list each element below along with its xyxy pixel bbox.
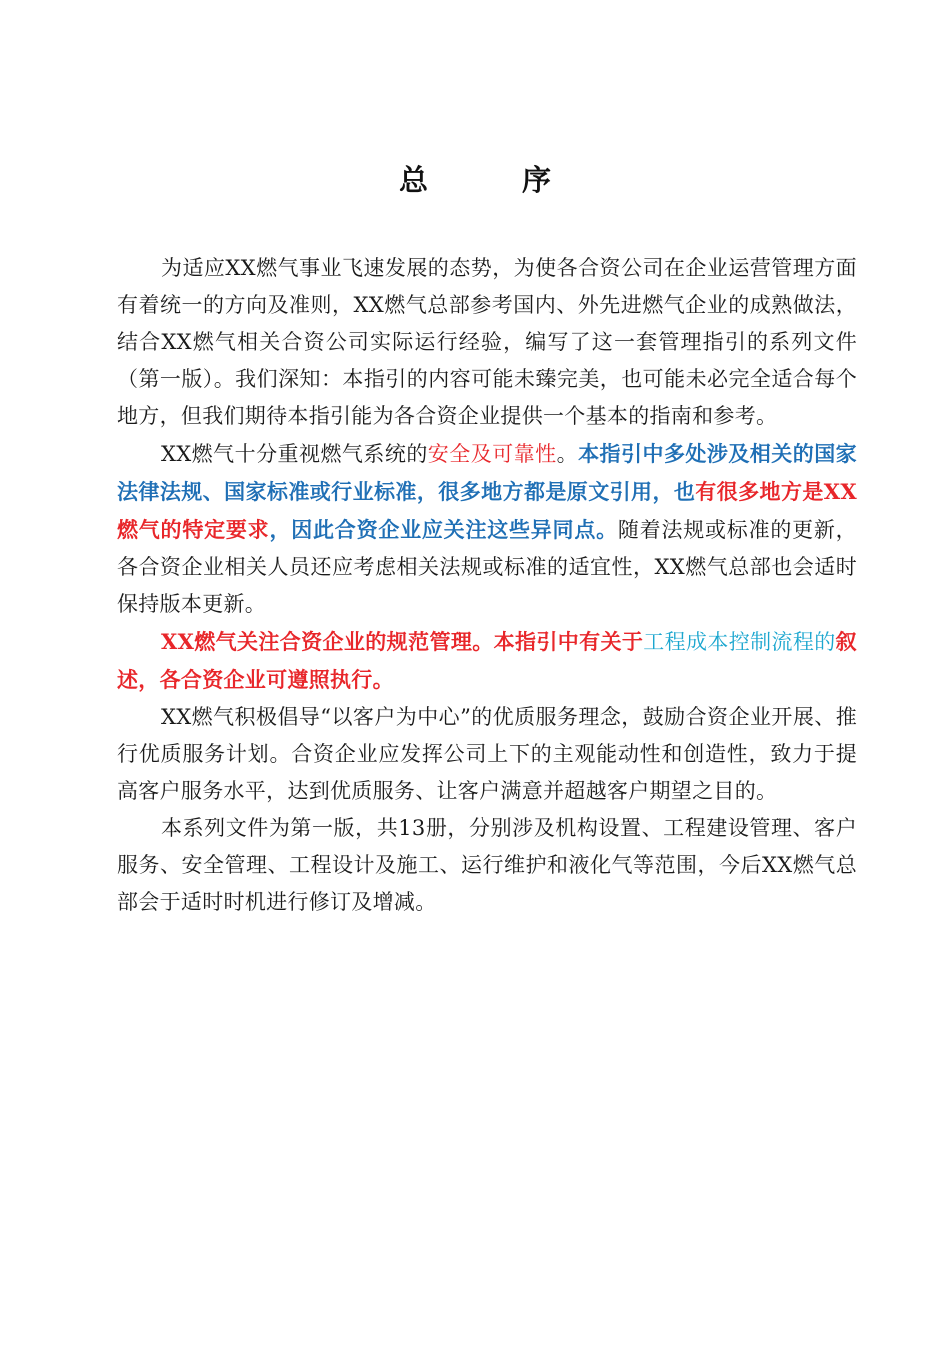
specific-requirements-highlight: 有很多地方是XX燃气的特定要求 — [117, 479, 857, 542]
paragraph-management — [117, 623, 857, 699]
document-body — [117, 250, 857, 921]
paragraph-service: XX燃气积极倡导“以客户为中心”的优质服务理念，鼓励合资企业开展、推行优质服务计划。合资企业应发挥公司上下的主观能动性和创造性，致力于提高客户服务水平，达到优质服务、让客户满意并超越客户期望之目的。 — [117, 705, 857, 803]
standards-highlight: 本指引中多处涉及相关的国家法律法规、国家标准或行业标准，很多地方都是原文引用，也 — [117, 441, 857, 504]
page-title: 总 序 — [398, 163, 594, 197]
paragraph-series: 本系列文件为第一版，共13册，分别涉及机构设置、工程建设管理、客户服务、安全管理、工程设计及施工、运行维护和液化气等范围，今后XX燃气总部会于适时时机进行修订及增减。 — [117, 816, 857, 914]
safety-text-lead: XX燃气十分重视燃气系统的 — [161, 442, 428, 466]
management-highlight: XX燃气关注合资企业的规范管理。本指引中有关于 — [161, 629, 644, 654]
paragraph-intro: 为适应XX燃气事业飞速发展的态势，为使各合资公司在企业运营管理方面有着统一的方向及准则，XX燃气总部参考国内、外先进燃气企业的成熟做法，结合XX燃气相关合资公司实际运行经验，编写了这一套管理指引的系列文件（第一版）。我们深知：本指引的内容可能未臻完美，也可能未必完全适合每个地方，但我们期待本指引能为各合资企业提供一个基本的指南和参考。 — [117, 256, 857, 428]
safety-text-tail: 随着法规或标准的更新，各合资企业相关人员还应考虑相关法规或标准的适宜性，XX燃气总部也会适时保持版本更新。 — [117, 518, 857, 616]
safety-highlight: 安全及可靠性 — [427, 442, 557, 466]
cost-control-highlight: 工程成本控制流程的 — [643, 630, 836, 654]
safety-period: 。 — [556, 442, 579, 466]
paragraph-safety — [117, 435, 857, 623]
differences-highlight: ，因此合资企业应关注这些异同点。 — [269, 517, 618, 542]
management-tail: 叙述，各合资企业可遵照执行。 — [117, 629, 857, 692]
